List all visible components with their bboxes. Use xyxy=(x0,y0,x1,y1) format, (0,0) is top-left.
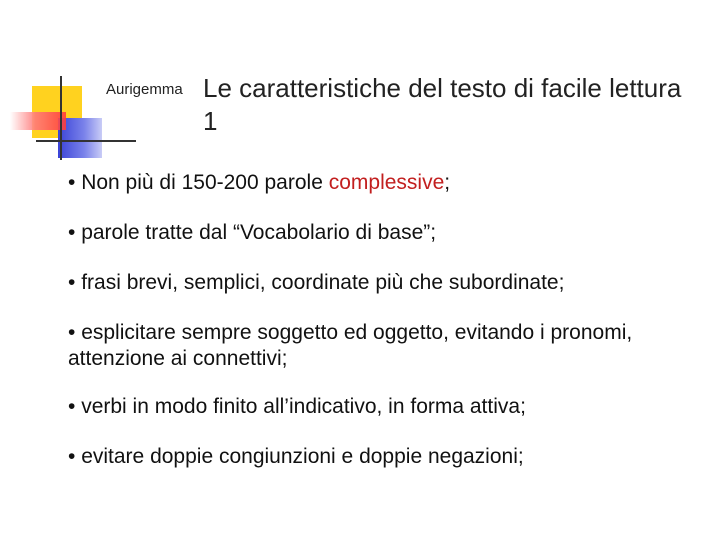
bullet-symbol: • xyxy=(68,395,76,418)
slide-title: Le caratteristiche del testo di facile lettura 1 xyxy=(203,73,682,136)
decorative-horizontal-line xyxy=(36,140,136,142)
bullet-item xyxy=(68,220,688,246)
bullet-text-post: ; xyxy=(444,171,451,194)
bullet-item xyxy=(68,394,688,420)
decorative-red-bar xyxy=(10,112,66,130)
bullet-item xyxy=(68,320,688,372)
bullet-text: verbi in modo finito all’indicativo, in forma attiva; xyxy=(81,395,526,418)
bullet-text-pre: Non più di 150-200 parole xyxy=(81,171,329,194)
bullet-symbol: • xyxy=(68,221,76,244)
brand-label: Aurigemma xyxy=(106,81,183,98)
bullet-item xyxy=(68,444,688,470)
bullet-item xyxy=(68,170,688,196)
bullet-item xyxy=(68,270,688,296)
decorative-vertical-line xyxy=(60,76,62,160)
bullet-symbol: • xyxy=(68,445,76,468)
bullet-symbol: • xyxy=(68,171,76,194)
bullet-symbol: • xyxy=(68,321,76,344)
bullet-text: evitare doppie congiunzioni e doppie negazioni; xyxy=(81,445,524,468)
bullet-text: frasi brevi, semplici, coordinate più che subordinate; xyxy=(81,271,565,294)
bullet-symbol: • xyxy=(68,271,76,294)
bullet-highlight: complessive xyxy=(328,171,445,194)
bullet-list xyxy=(68,170,688,494)
bullet-text: parole tratte dal “Vocabolario di base”; xyxy=(81,221,437,244)
bullet-text: esplicitare sempre soggetto ed oggetto, evitando i pronomi, attenzione ai connettivi; xyxy=(68,321,633,370)
